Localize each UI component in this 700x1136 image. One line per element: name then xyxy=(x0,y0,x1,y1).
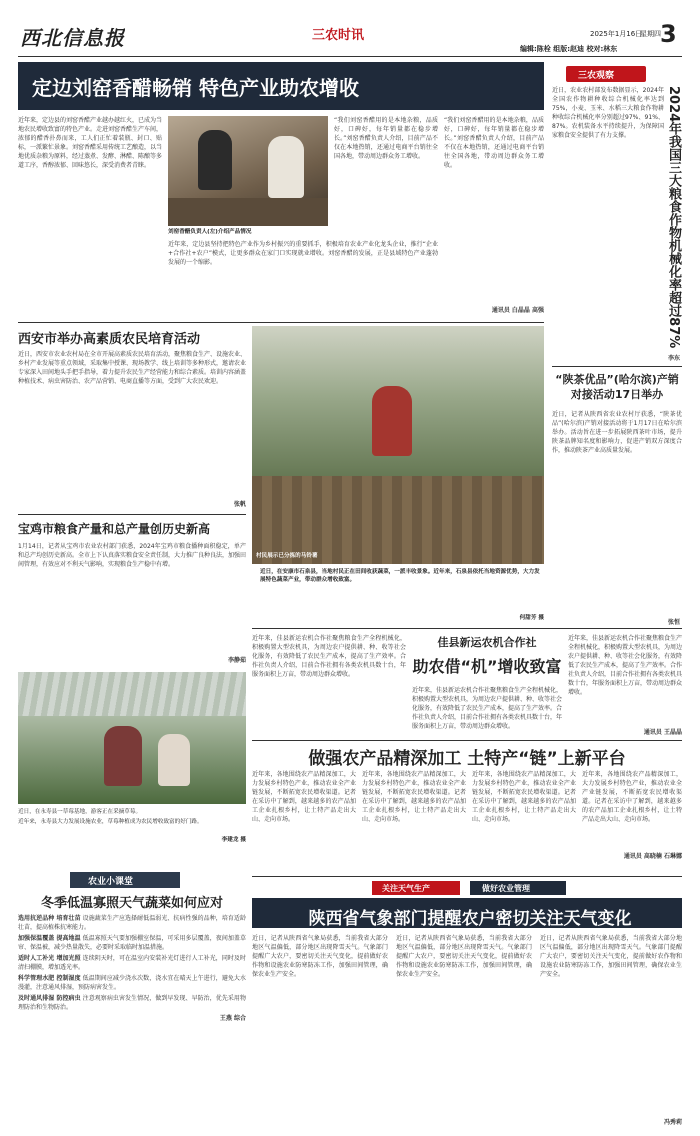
industry-body-2: 近年来，各地围绕农产品精深加工，大力发展乡村特色产业，推动农业全产业链发展，不断拓宽农民增收渠道。记者在采访中了解到，越来越多的农产品加工企业扎根乡村，让土特产品走出大山、走向市场。 xyxy=(362,771,466,823)
review-body: 近日，农业农村部发布数据显示，2024年全国农作物耕种收综合机械化率达到75%，小麦、玉米、水稻三大粮食作物耕种收综合机械化率分别超过97%、91%、87%。农机装备水平持续提升，为保障国家粮食安全提供了有力支撑。 xyxy=(552,87,664,139)
xian-body: 近日，西安市农业农村局在全市开展高素质农民培育活动，聚焦粮食生产、设施农业、乡村产业发展等重点领域，采取集中授课、现场教学、线上培训等多种形式，邀请农业专家深入田间地头手把手指导，着力提升农民生产经营能力和综合素质。培训内容涵盖种植技术、病虫害防治、农产品营销、电商直播等方面，受到广大农民欢迎。 xyxy=(18,351,246,385)
lead-body-1: 近年来，定边县的刘窑香醋产业越办越红火，已成为当地农民增收致富的特色产业。走进刘窑香醋生产车间，浓郁的醋香扑鼻而来，工人们正忙着装瓶、封口、贴标，一派繁忙景象。刘窑香醋采用传统工艺酿造，以当地优质杂粮为原料，经过蒸煮、发酵、淋醋、陈酿等多道工序，香醇浓郁、回味悠长，深受消费者青睐。 xyxy=(18,117,162,169)
grain-headline: 宝鸡市粮食产量和总产量创历史新高 xyxy=(18,522,211,536)
tip-5-body: 注意观察病虫害发生情况，做到早发现、早防治，优先采用物理防治和生物防治。 xyxy=(18,995,246,1011)
lead-body-4: “我们刘窑香醋用的是本地杂粮，品质好，口碑好，每年销量都在稳步增长。”刘窑香醋负责人介绍，目前产品不仅在本地热销，还通过电商平台销往全国各地，带动周边群众务工增收。 xyxy=(444,117,544,169)
vegetable-caption: 村民展示已分拣的马铃薯 xyxy=(256,553,318,559)
tip-1-body: 设施蔬菜生产应选择耐低温弱光、抗病性强的品种，培育适龄壮苗，提高植株抗寒能力。 xyxy=(18,915,246,931)
tip-4-title: 科学管理水肥 控制湿度 xyxy=(18,975,81,982)
machine-body-left: 近年来，佳县新运农机合作社聚焦粮食生产全程机械化，积极购置大型农机具，为周边农户提供耕、种、收等社会化服务，有效降低了农民生产成本，提高了生产效率。合作社负责人介绍，目前合作社拥有各类农机具数十台，年服务面积上万亩，带动周边群众增收。 xyxy=(252,635,406,678)
review-tag xyxy=(566,66,646,82)
vegetable-subcaption: 近日，在安康市石泉县，当地村民正在田间收获蔬菜，一派丰收景象。近年来，石泉县依托当地资源优势，大力发展特色蔬菜产业，带动群众增收致富。 xyxy=(260,569,540,583)
strawberry-caption: 近日，在永寿县一草莓基地，游客正在采摘草莓。 xyxy=(18,809,142,815)
shanxi-body: 近日，记者从陕西省农业农村厅获悉，“陕茶优品”(哈尔滨)产销对接活动将于1月17日在哈尔滨举办。活动旨在进一步拓展陕西茶叶市场，提升陕茶品牌知名度和影响力，促进产销双方深度合作，推动陕茶产业高质量发展。 xyxy=(552,411,682,454)
lead-photo-caption: 刘窑香醋负责人(左)介绍产品情况 xyxy=(168,229,252,235)
lead-body-3: 近年来，定边县坚持把特色产业作为乡村振兴的重要抓手，积极培育农业产业化龙头企业，推行“企业+合作社+农户”模式，让更多群众在家门口实现就业增收。刘窑香醋的发展，正是县域特色产业蓬勃发展的一个缩影。 xyxy=(168,241,438,266)
machine-headline xyxy=(412,634,562,684)
weather-bottom-body-3: 近日，记者从陕西省气象局获悉，当前我省大部分地区气温偏低，部分地区出现降雪天气。气象部门提醒广大农户，要密切关注天气变化，提前做好农作物和设施农业防寒防冻工作，加强田间管理，确保农业生产安全。 xyxy=(540,935,682,978)
weather-bottom-body-1: 近日，记者从陕西省气象局获悉，当前我省大部分地区气温偏低，部分地区出现降雪天气。气象部门提醒广大农户，要密切关注天气变化，提前做好农作物和设施农业防寒防冻工作，加强田间管理，确保农业生产安全。 xyxy=(252,935,388,978)
machine-byline: 通讯员 王晶晶 xyxy=(643,729,682,736)
weather-bottom-tag1-label: 关注天气生产 xyxy=(382,884,430,893)
industry-body-4: 近年来，各地围绕农产品精深加工，大力发展乡村特色产业，推动农业全产业链发展，不断拓宽农民增收渠道。记者在采访中了解到，越来越多的农产品加工企业扎根乡村，让土特产品走出大山、走向市场。 xyxy=(582,771,682,823)
section-title: 三农时讯 xyxy=(312,28,365,43)
industry-body-3: 近年来，各地围绕农产品精深加工，大力发展乡村特色产业，推动农业全产业链发展，不断拓宽农民增收渠道。记者在采访中了解到，越来越多的农产品加工企业扎根乡村，让土特产品走出大山、走向市场。 xyxy=(472,771,576,823)
machine-headline-line1: 佳县新运农机合作社 xyxy=(437,636,537,649)
tip-3-title: 适时人工补光 增加光照 xyxy=(18,955,81,962)
review-tag-label: 三农观察 xyxy=(578,71,615,81)
tip-4-body: 低温期间应减少浇水次数，浇水宜在晴天上午进行，避免大水漫灌，注意通风排湿，预防病害发生。 xyxy=(18,975,246,991)
weather-headline: 冬季低温寡照天气蔬菜如何应对 xyxy=(40,896,223,911)
tip-5-title: 及时通风排湿 防控病虫 xyxy=(18,995,81,1002)
strawberry-byline: 李建龙 摄 xyxy=(221,837,246,843)
lead-body-2: “我们刘窑香醋用的是本地杂粮，品质好，口碑好，每年销量都在稳步增长。”刘窑香醋负责人介绍，目前产品不仅在本地热销，还通过电商平台销往全国各地，带动周边群众务工增收。 xyxy=(334,117,438,160)
weather-bottom-tag2 xyxy=(470,881,566,895)
weather-byline: 王燕 综合 xyxy=(219,1015,246,1022)
issue-date: 2025年1月16日 xyxy=(590,30,643,38)
tip-2-body: 低温寡照天气要加强棚室保温，可采用多层覆盖，夜间加盖草帘、保温被，减少热量散失，必要时采取临时加温措施。 xyxy=(18,935,246,951)
weather-bottom-tag2-label: 做好农业管理 xyxy=(482,884,530,893)
masthead xyxy=(0,0,700,60)
vegetable-byline: 何甜芳 摄 xyxy=(519,615,544,621)
strawberry-photo xyxy=(18,672,246,804)
newspaper-logo: 西北信息报 xyxy=(20,26,125,50)
weather-bottom-body-2: 近日，记者从陕西省气象局获悉，当前我省大部分地区气温偏低，部分地区出现降雪天气。气象部门提醒广大农户，要密切关注天气变化，提前做好农作物和设施农业防寒防冻工作，加强田间管理，确保农业生产安全。 xyxy=(396,935,532,978)
shanxi-headline: “陕茶优品”(哈尔滨)产销对接活动17日举办 xyxy=(555,373,679,401)
lead-headline: 定边刘窑香醋畅销 特色产业助农增收 xyxy=(32,76,359,100)
grain-byline: 李静茹 xyxy=(227,657,246,664)
weather-bottom-headline: 陕西省气象部门提醒农户密切关注天气变化 xyxy=(308,909,632,928)
lead-photo xyxy=(168,116,328,226)
lead-byline: 通讯员 白晶晶 高强 xyxy=(491,307,544,314)
page-number: 3 xyxy=(660,20,677,48)
review-vertical-title: 2024年我国三大粮食作物机械化率超过87% xyxy=(666,86,681,349)
xian-byline: 张帆 xyxy=(233,501,246,508)
grain-body: 1月14日，记者从宝鸡市农业农村部门获悉，2024年宝鸡市粮食播种面积稳定，单产和总产均创历史新高。全市上下认真落实粮食安全责任制，大力推广良种良法，加强田间管理，有效应对不利天气影响，实现粮食生产稳中有增。 xyxy=(18,543,246,568)
strawberry-caption-2: 近年来，永寿县大力发展设施农业，草莓种植成为农民增收致富的好门路。 xyxy=(18,819,203,825)
machine-body-mid: 近年来，佳县新运农机合作社聚焦粮食生产全程机械化，积极购置大型农机具，为周边农户提供耕、种、收等社会化服务，有效降低了农民生产成本，提高了生产效率。合作社负责人介绍，目前合作社拥有各类农机具数十台，年服务面积上万亩，带动周边群众增收。 xyxy=(412,687,562,730)
vegetable-photo xyxy=(252,326,544,564)
shanxi-byline: 张恒 xyxy=(667,619,680,626)
weather-tag xyxy=(70,872,180,888)
editor-credits: 编辑:陈栓 组版:赵迪 校对:林东 xyxy=(520,45,618,53)
industry-byline: 通讯员 高晓楠 石琳娜 xyxy=(623,853,682,860)
machine-body-right: 近年来，佳县新运农机合作社聚焦粮食生产全程机械化，积极购置大型农机具，为周边农户提供耕、种、收等社会化服务，有效降低了农民生产成本，提高了生产效率。合作社负责人介绍，目前合作社拥有各类农机具数十台，年服务面积上万亩，带动周边群众增收。 xyxy=(568,635,682,696)
review-byline: 李东 xyxy=(667,355,680,362)
weather-bottom-byline: 冯秀莉 xyxy=(663,1119,682,1126)
weather-tips xyxy=(18,914,246,1130)
xian-headline: 西安市举办高素质农民培育活动 xyxy=(18,332,201,347)
industry-headline: 做强农产品精深加工 土特产“链”上新平台 xyxy=(308,749,626,769)
issue-weekday: 星期四 xyxy=(640,30,661,38)
tip-2-title: 加强保温覆盖 提高地温 xyxy=(18,935,81,942)
lead-headline-bar xyxy=(18,62,544,110)
industry-body-1: 近年来，各地围绕农产品精深加工，大力发展乡村特色产业，推动农业全产业链发展，不断拓宽农民增收渠道。记者在采访中了解到，越来越多的农产品加工企业扎根乡村，让土特产品走出大山、走向市场。 xyxy=(252,771,356,823)
machine-headline-line2: 助农借“机”增收致富 xyxy=(412,657,562,676)
weather-tag-label: 农业小课堂 xyxy=(88,877,134,887)
tip-1-title: 选用抗逆品种 培育壮苗 xyxy=(18,915,81,922)
review-vertical-headline xyxy=(664,86,682,352)
weather-bottom-headline-bar xyxy=(252,898,682,928)
weather-bottom-tag1 xyxy=(372,881,460,895)
tip-3-body: 连续阴天时，可在温室内安装补光灯进行人工补光，同时及时清扫棚膜，增加透光率。 xyxy=(18,955,246,971)
